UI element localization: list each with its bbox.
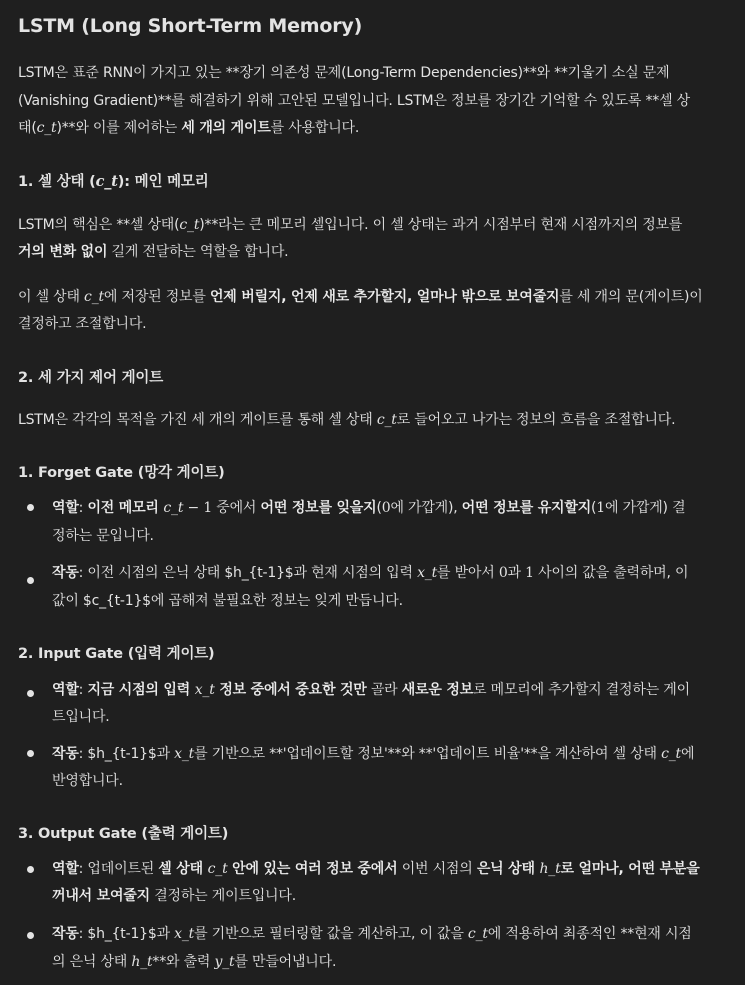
math-symbol: c_t: [36, 120, 57, 136]
text-span: (: [376, 500, 382, 516]
list-item-line: [52, 708, 110, 726]
text-span: )**라는 큰 메모리 셀입니다. 이 셀 상태는 과거 시점부터 현재 시점까지의 정보를: [199, 217, 683, 233]
text-span: 1. Forget Gate (망각 게이트): [18, 465, 225, 481]
text-span: 결정하고 조절합니다.: [18, 316, 147, 332]
math-symbol: x_t: [174, 926, 195, 942]
emphasis-text: 세 개의 게이트: [181, 120, 271, 136]
math-symbol: c_t: [376, 412, 397, 428]
text-span: 2. 세 가지 제어 게이트: [18, 370, 164, 386]
text-span: 2. Input Gate (입력 게이트): [18, 646, 215, 662]
text-span: (Vanishing Gradient)**를 해결하기 위해 고안된 모델입니다. LSTM은 정보를 장기간 기억할 수 있도록 **셀 상: [18, 93, 690, 109]
list-item-line: [52, 860, 700, 878]
text-span: 를 기반으로 필터링할 값을 계산하고, 이 값을: [194, 926, 468, 942]
text-span: 를 사용합니다.: [270, 120, 360, 136]
math-symbol: x_t: [417, 565, 438, 581]
math-symbol: 0: [498, 565, 508, 581]
emphasis-text: 어떤 정보를 잊을지: [260, 500, 377, 516]
math-symbol: c_t: [84, 289, 104, 305]
text-span: 반영합니다.: [52, 773, 123, 789]
list-item-line: [52, 564, 688, 582]
text-span: 의 은닉 상태: [52, 954, 132, 970]
math-symbol: 1: [203, 500, 213, 516]
text-span: LSTM은 각각의 목적을 가진 세 개의 게이트를 통해 셀 상태: [18, 412, 377, 428]
text-span: 결정하는 게이트입니다.: [149, 888, 296, 904]
section-heading: [18, 369, 163, 387]
text-span: 에 가깝게),: [390, 500, 462, 516]
text-span: 태(: [18, 120, 37, 136]
text-span: 3. Output Gate (출력 게이트): [18, 826, 229, 842]
math-symbol: h_t: [131, 954, 153, 970]
paragraph-line: [18, 411, 675, 429]
math-symbol: x_t: [194, 682, 215, 698]
math-symbol: y_t: [214, 954, 235, 970]
emphasis-text: 이전 메모리: [87, 500, 164, 516]
text-span: 사이의 값을 출력하며, 이: [533, 565, 689, 581]
emphasis-text: 안에 있는 여러 정보 중에서: [227, 861, 398, 877]
text-span: 에 저장된 정보를: [103, 289, 210, 305]
text-span: 골라: [366, 682, 402, 698]
math-symbol: −: [183, 500, 204, 516]
emphasis-text: 역할: [52, 500, 79, 516]
text-span: 로 메모리에 추가할지 결정하는 게이: [473, 682, 690, 698]
bullet-icon: [27, 690, 34, 697]
text-span: : 이전 시점의 은닉 상태 $h_{t-1}$과 현재 시점의 입력: [78, 565, 418, 581]
intro-line-2: [18, 92, 690, 110]
bullet-icon: [27, 504, 34, 511]
text-span: LSTM의 핵심은 **셀 상태(: [18, 217, 180, 233]
text-span: 1. 셀 상태 (: [18, 174, 96, 190]
emphasis-text: 거의 변화 없이: [18, 244, 108, 260]
emphasis-text: 어떤 정보를 유지할지: [461, 500, 592, 516]
list-item-line: [52, 887, 296, 905]
text-span: **와 출력: [152, 954, 215, 970]
emphasis-text: 언제 버릴지, 언제 새로 추가할지, 얼마나 밖으로 보여줄지: [209, 289, 560, 305]
paragraph-line: [18, 288, 703, 306]
math-symbol: x_t: [174, 746, 195, 762]
math-symbol: 0: [381, 500, 391, 516]
emphasis-text: 작동: [52, 926, 79, 942]
math-symbol: 1: [525, 565, 534, 581]
text-span: )**와 이를 제어하는: [56, 120, 182, 136]
bullet-icon: [27, 932, 34, 939]
emphasis-text: 역할: [52, 682, 79, 698]
emphasis-text: 꺼내서 보여줄지: [52, 888, 150, 904]
math-symbol: c_t: [179, 217, 200, 233]
paragraph-line: [18, 243, 288, 261]
text-span: :: [78, 682, 88, 698]
math-symbol: h_t: [539, 861, 561, 877]
emphasis-text: 역할: [52, 861, 79, 877]
text-span: 이 셀 상태: [18, 289, 85, 305]
math-symbol: c_t: [661, 746, 681, 762]
text-span: 를 세 개의 문(게이트)이: [559, 289, 703, 305]
text-span: : 업데이트된: [78, 861, 159, 877]
list-item-line: [52, 745, 694, 763]
text-span: 를 받아서: [437, 565, 499, 581]
subsection-heading: [18, 825, 228, 843]
emphasis-text: 정보 중에서 중요한 것만: [214, 682, 367, 698]
emphasis-text: 로 얼마나, 어떤 부분을: [560, 861, 700, 877]
text-span: (: [591, 500, 597, 516]
math-symbol: c_t: [95, 173, 118, 190]
bullet-icon: [27, 577, 34, 584]
text-span: 트입니다.: [52, 709, 110, 725]
list-item-line: [52, 772, 123, 790]
text-span: 에 적용하여 최종적인 **현재 시점: [487, 926, 692, 942]
bullet-icon: [27, 750, 34, 757]
emphasis-text: 새로운 정보: [401, 682, 474, 698]
list-item-line: [52, 681, 690, 699]
list-item-line: [52, 527, 154, 545]
text-span: 값이 $c_{t-1}$에 곱해져 불필요한 정보는 잊게 만듭니다.: [52, 593, 403, 609]
text-span: LSTM은 표준 RNN이 가지고 있는 **장기 의존성 문제(Long-Term Dependencies)**와 **기울기 소실 문제: [18, 65, 670, 81]
subsection-heading: [18, 464, 225, 482]
text-span: 길게 전달하는 역할을 합니다.: [107, 244, 289, 260]
text-span: 중에서: [212, 500, 261, 516]
text-span: 를 만들어냅니다.: [234, 954, 337, 970]
math-symbol: c_t: [163, 500, 184, 516]
text-span: :: [78, 500, 88, 516]
intro-line-1: [18, 64, 669, 82]
text-span: : $h_{t-1}$과: [78, 926, 175, 942]
text-span: 로 들어오고 나가는 정보의 흐름을 조절합니다.: [396, 412, 676, 428]
subsection-heading: [18, 645, 214, 663]
text-span: 정하는 문입니다.: [52, 528, 154, 544]
math-symbol: c_t: [467, 926, 488, 942]
section-heading: [18, 173, 209, 191]
emphasis-text: 작동: [52, 565, 79, 581]
text-span: 에: [680, 746, 695, 762]
page-title: LSTM (Long Short-Term Memory): [18, 15, 363, 37]
text-span: 이번 시점의: [397, 861, 477, 877]
text-span: : $h_{t-1}$과: [78, 746, 175, 762]
emphasis-text: 작동: [52, 746, 79, 762]
math-symbol: c_t: [207, 861, 228, 877]
emphasis-text: 은닉 상태: [476, 861, 540, 877]
paragraph-line: [18, 216, 682, 234]
bullet-icon: [27, 866, 34, 873]
list-item-line: [52, 925, 692, 943]
emphasis-text: 셀 상태: [158, 861, 208, 877]
text-span: ): 메인 메모리: [117, 174, 209, 190]
text-span: 과: [507, 565, 526, 581]
intro-line-3: [18, 119, 359, 137]
math-symbol: 1: [596, 500, 606, 516]
list-item-line: [52, 953, 336, 971]
text-span: 에 가깝게) 결: [605, 500, 686, 516]
text-span: 를 기반으로 **'업데이트할 정보'**와 **'업데이트 비율'**을 계산하여 셀 상태: [194, 746, 662, 762]
list-item-line: [52, 499, 685, 517]
list-item-line: [52, 592, 403, 610]
emphasis-text: 지금 시점의 입력: [87, 682, 195, 698]
paragraph-line: [18, 315, 146, 333]
